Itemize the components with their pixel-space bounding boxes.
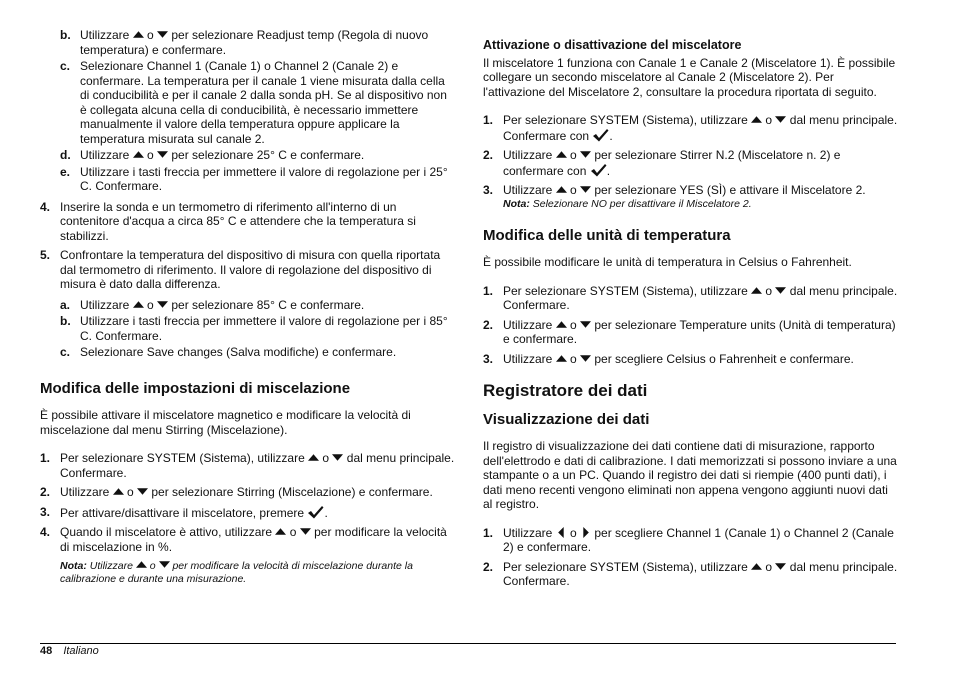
step-number: d. (60, 148, 71, 162)
lettered-substep (40, 148, 455, 163)
view-data-intro: Il registro di visualizzazione dei dati contiene dati di misurazione, rapporto dell'elettrodo e dati di calibrazione. I dati memorizzati si possono inviare a una stampante o a un PC. Quando il registro dei dati si riempie (400 punti dati), i dati meno recenti vengono eliminati non appena vengono aggiunti nuovi dati al registro. (483, 439, 897, 511)
down-arrow-icon (775, 561, 786, 572)
up-arrow-icon (113, 486, 124, 497)
step-text: Utilizzare i tasti freccia per immettere il valore di regolazione per i 25° C. Confermare. (80, 164, 448, 193)
step-text: Per selezionare SYSTEM (Sistema), utilizzare o dal menu principale. Confermare con . (503, 113, 898, 143)
numbered-step (483, 560, 898, 589)
data-logger-heading: Registratore dei dati (483, 381, 648, 400)
down-arrow-icon (157, 299, 168, 310)
numbered-step (40, 200, 455, 244)
step-text: Utilizzare o per selezionare Stirrer N.2 (Miscelatore n. 2) e confermare con . (503, 148, 841, 178)
step-number: c. (60, 59, 71, 73)
check-icon (307, 505, 324, 519)
up-arrow-icon (133, 29, 144, 40)
lettered-substep (40, 314, 455, 343)
step-text: Per attivare/disattivare il miscelatore, premere . (60, 505, 328, 520)
down-arrow-icon (159, 559, 170, 570)
step-text: Utilizzare o per selezionare Readjust temp (Regola di nuovo temperatura) e confermare. (80, 28, 429, 57)
numbered-step (40, 248, 455, 292)
step-number: a. (60, 297, 71, 312)
down-arrow-icon (157, 29, 168, 40)
step-number: 1. (40, 451, 51, 465)
mixing-steps (40, 451, 455, 554)
step-number: c. (60, 345, 71, 359)
step-text: Confrontare la temperatura del dispositivo di misura con quella riportata dal termometro di riferimento. Il valore di regolazione del dispositivo di misura è dato dalla differenza. (60, 248, 441, 291)
numbered-step (483, 526, 898, 555)
stirrer-toggle-steps (483, 113, 898, 198)
numbered-step (40, 505, 455, 521)
step-number: 2. (483, 559, 494, 574)
step-number: 3. (483, 351, 494, 366)
left-column (40, 28, 455, 586)
up-arrow-icon (133, 299, 144, 310)
numbered-step (483, 183, 898, 198)
up-arrow-icon (133, 149, 144, 160)
down-arrow-icon (580, 319, 591, 330)
right-arrow-icon (580, 527, 591, 538)
step-number: 2. (483, 148, 494, 162)
up-arrow-icon (556, 353, 567, 364)
lettered-substep (40, 345, 455, 360)
down-arrow-icon (157, 149, 168, 160)
step-text: Utilizzare o per scegliere Celsius o Fahrenheit e confermare. (503, 351, 854, 366)
down-arrow-icon (580, 149, 591, 160)
step-text: Utilizzare o per scegliere Channel 1 (Canale 1) o Channel 2 (Canale 2) e confermare. (503, 525, 894, 554)
temperature-units-intro: È possibile modificare le unità di temperatura in Celsius o Fahrenheit. (483, 255, 852, 269)
step-text: Per selezionare SYSTEM (Sistema), utilizzare o dal menu principale. Confermare. (503, 283, 898, 312)
numbered-step (40, 485, 455, 500)
step-number: b. (60, 314, 71, 328)
numbered-step (483, 113, 898, 143)
view-data-steps (483, 526, 898, 589)
up-arrow-icon (556, 149, 567, 160)
lettered-substep (40, 165, 455, 194)
step-number: e. (60, 164, 71, 179)
footer-language: Italiano (63, 645, 99, 657)
check-icon (590, 163, 607, 177)
up-arrow-icon (751, 114, 762, 125)
step-number: 1. (483, 113, 494, 127)
up-arrow-icon (751, 561, 762, 572)
numbered-step (483, 284, 898, 313)
mixing-note: Nota: Utilizzare o per modificare la velocità di miscelazione durante la calibrazione e durante una misurazione. (60, 560, 413, 585)
temperature-units-steps (483, 284, 898, 367)
stirrer-toggle-note: Nota: Selezionare NO per disattivare il Miscelatore 2. (503, 197, 752, 210)
check-icon (592, 128, 609, 142)
step-text: Utilizzare o per selezionare 25° C e confermare. (80, 148, 365, 162)
step-number: 2. (483, 317, 494, 332)
numbered-step (483, 352, 898, 367)
lettered-substep (40, 28, 455, 57)
step-number: 4. (40, 525, 51, 539)
down-arrow-icon (580, 353, 591, 364)
down-arrow-icon (580, 184, 591, 195)
up-arrow-icon (308, 452, 319, 463)
step-number: b. (60, 28, 71, 42)
mixing-settings-heading: Modifica delle impostazioni di miscelazione (40, 379, 351, 397)
numbered-step (483, 318, 898, 347)
left-arrow-icon (556, 527, 567, 538)
step-text: Selezionare Save changes (Salva modifiche) e confermare. (80, 345, 397, 359)
temperature-units-heading: Modifica delle unità di temperatura (483, 226, 731, 244)
step-text: Per selezionare SYSTEM (Sistema), utilizzare o dal menu principale. Confermare. (503, 559, 898, 588)
stirrer-toggle-intro: Il miscelatore 1 funziona con Canale 1 e Canale 2 (Miscelatore 1). È possibile collegare un secondo miscelatore al Canale 2 (Miscelatore 2). Per l'attivazione del Miscelatore 2, consultare la procedura riportata di seguito. (483, 55, 896, 99)
step-number: 3. (40, 504, 51, 519)
step-text: Utilizzare i tasti freccia per immettere il valore di regolazione per i 85° C. Confermare. (80, 314, 448, 343)
step-number: 2. (40, 485, 51, 499)
view-data-heading: Visualizzazione dei dati (483, 410, 650, 428)
step-text: Utilizzare o per selezionare 85° C e confermare. (80, 297, 365, 312)
lettered-substep (40, 59, 455, 146)
step-text: Utilizzare o per selezionare Stirring (Miscelazione) e confermare. (60, 485, 433, 499)
up-arrow-icon (751, 285, 762, 296)
step-number: 1. (483, 525, 494, 540)
right-column (483, 34, 898, 594)
step-number: 5. (40, 248, 51, 262)
step-text: Per selezionare SYSTEM (Sistema), utilizzare o dal menu principale. Confermare. (60, 451, 455, 480)
up-arrow-icon (556, 184, 567, 195)
step-number: 3. (483, 183, 494, 197)
step-list-4-5 (40, 200, 455, 292)
step-number: 1. (483, 283, 494, 298)
page-footer (40, 644, 99, 659)
up-arrow-icon (136, 559, 147, 570)
step-number: 4. (40, 199, 51, 214)
numbered-step (40, 525, 455, 554)
down-arrow-icon (137, 486, 148, 497)
numbered-step (40, 451, 455, 480)
step-text: Selezionare Channel 1 (Canale 1) o Channel 2 (Canale 2) e confermare. La temperatura per il canale 1 viene misurata dalla cella di conducibilità e per il canale 2 dalla sonda pH. Se al dispositivo non è collegata alcuna cella di conducibilità, è necessario immettere manualmente il valore della temperatura oppure applicare la temperatura misurata sul canale 2. (80, 59, 447, 146)
step-text: Quando il miscelatore è attivo, utilizzare o per modificare la velocità di miscelazione in %. (60, 525, 447, 554)
numbered-step (483, 148, 898, 178)
step-text: Utilizzare o per selezionare Temperature units (Unità di temperatura) e confermare. (503, 317, 896, 346)
step-text: Inserire la sonda e un termometro di riferimento all'interno di un contenitore d'acqua a circa 85° C e attendere che la temperatura si stabilizzi. (60, 199, 416, 243)
up-arrow-icon (275, 526, 286, 537)
up-arrow-icon (556, 319, 567, 330)
page-number: 48 (40, 645, 53, 657)
substep-list-1 (40, 28, 455, 194)
mixing-intro: È possibile attivare il miscelatore magnetico e modificare la velocità di miscelazione dal menu Stirring (Miscelazione). (40, 408, 411, 437)
down-arrow-icon (300, 526, 311, 537)
down-arrow-icon (775, 285, 786, 296)
stirrer-toggle-heading: Attivazione o disattivazione del miscelatore (483, 38, 742, 52)
substep-list-2 (40, 298, 455, 360)
footer-divider (40, 643, 896, 644)
down-arrow-icon (775, 114, 786, 125)
lettered-substep (40, 298, 455, 313)
step-text: Utilizzare o per selezionare YES (SÌ) e attivare il Miscelatore 2. (503, 183, 866, 197)
down-arrow-icon (332, 452, 343, 463)
